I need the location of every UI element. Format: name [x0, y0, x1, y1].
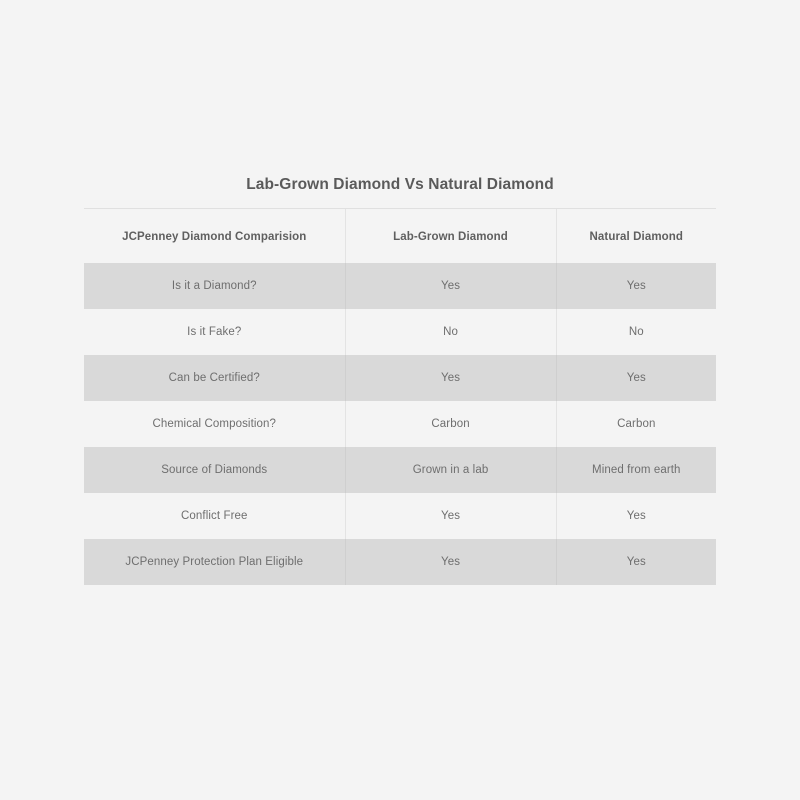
table-row	[84, 263, 716, 309]
row-value-natural: No	[556, 309, 716, 355]
row-feature-label: Is it a Diamond?	[84, 263, 345, 309]
table-row	[84, 309, 716, 355]
row-feature-label: Source of Diamonds	[84, 447, 345, 493]
row-feature-label: Chemical Composition?	[152, 418, 277, 430]
row-feature-label: Conflict Free	[181, 510, 248, 522]
row-feature-label: Is it Fake?	[187, 326, 242, 338]
column-header-feature: JCPenney Diamond Comparision	[122, 231, 307, 243]
row-value-lab-grown: Yes	[345, 539, 556, 585]
row-feature-label: JCPenney Protection Plan Eligible	[84, 539, 345, 585]
row-value-natural: Mined from earth	[556, 447, 716, 493]
table-row	[84, 355, 716, 401]
row-value-lab-grown: Grown in a lab	[345, 447, 556, 493]
column-header-lab-grown: Lab-Grown Diamond	[345, 209, 556, 263]
table-header-row	[84, 209, 716, 263]
table-row	[84, 401, 716, 447]
page-title: Lab-Grown Diamond Vs Natural Diamond	[84, 176, 716, 209]
row-value-natural: Yes	[556, 263, 716, 309]
comparison-table	[84, 209, 716, 585]
table-header	[84, 209, 716, 263]
comparison-table-container	[84, 176, 716, 585]
row-feature-label: Can be Certified?	[84, 355, 345, 401]
table-row	[84, 539, 716, 585]
table-row	[84, 493, 716, 539]
row-value-natural: Yes	[556, 493, 716, 539]
row-value-natural: Carbon	[556, 401, 716, 447]
column-header-natural: Natural Diamond	[556, 209, 716, 263]
row-value-lab-grown: Yes	[345, 355, 556, 401]
row-value-natural: Yes	[556, 539, 716, 585]
row-value-lab-grown: Yes	[345, 493, 556, 539]
row-value-lab-grown: Carbon	[345, 401, 556, 447]
table-row	[84, 447, 716, 493]
table-body	[84, 263, 716, 585]
row-value-natural: Yes	[556, 355, 716, 401]
row-value-lab-grown: Yes	[345, 263, 556, 309]
row-value-lab-grown: No	[345, 309, 556, 355]
